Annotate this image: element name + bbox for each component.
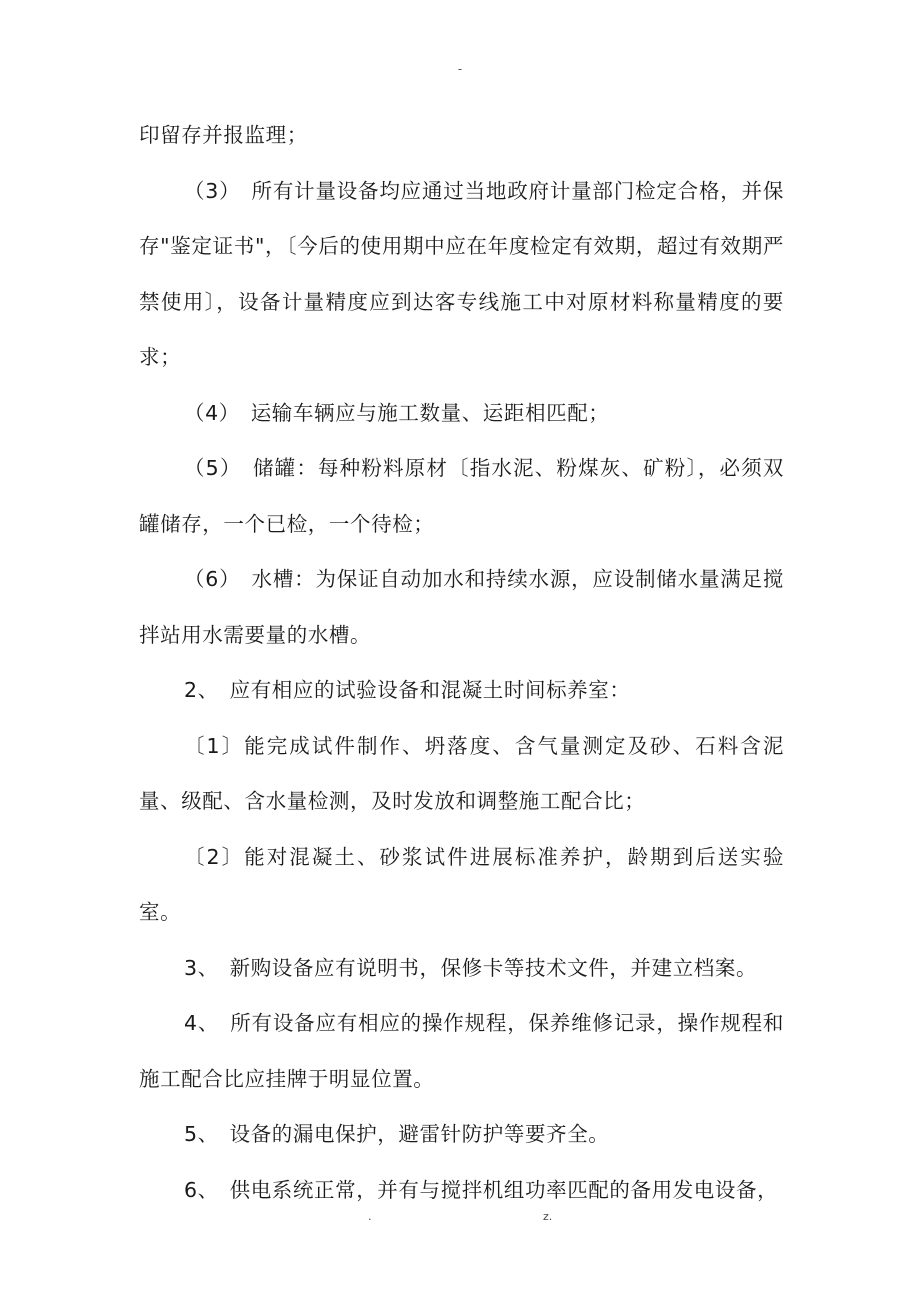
paragraph-item-5: （5） 储罐：每种粉料原材〔指水泥、粉煤灰、矿粉〕，必须双罐储存，一个已检，一个待检； xyxy=(139,456,784,536)
paragraph-section-5: 5、 设备的漏电保护，避雷针防护等要齐全。 xyxy=(184,1122,610,1146)
paragraph-item-4: （4） 运输车辆应与施工数量、运距相匹配； xyxy=(184,400,610,425)
document-body xyxy=(139,108,784,1218)
footer-left-mark: . xyxy=(368,1210,372,1223)
paragraph-subitem-2: 〔2〕能对混凝土、砂浆试件进展标准养护，龄期到后送实验室。 xyxy=(139,844,784,924)
paragraph-continuation: 印留存并报监理； xyxy=(139,123,308,147)
header-mark: - xyxy=(457,62,463,76)
paragraph-subitem-1: 〔1〕能完成试件制作、坍落度、含气量测定及砂、石料含泥量、级配、含水量检测，及时发放和调整施工配合比； xyxy=(139,733,784,813)
paragraph-item-3: （3） 所有计量设备均应通过当地政府计量部门检定合格，并保存"鉴定证书"，〔今后的使用期中应在年度检定有效期，超过有效期严禁使用〕，设备计量精度应到达客专线施工中对原材料称量精度的要求； xyxy=(139,178,784,369)
paragraph-section-2: 2、 应有相应的试验设备和混凝土时间标养室： xyxy=(184,678,631,702)
paragraph-section-3: 3、 新购设备应有说明书，保修卡等技术文件，并建立档案。 xyxy=(184,955,758,980)
paragraph-section-6: 6、 供电系统正常，并有与搅拌机组功率匹配的备用发电设备， xyxy=(184,1177,779,1202)
paragraph-item-6: （6） 水槽：为保证自动加水和持续水源，应设制储水量满足搅拌站用水需要量的水槽。 xyxy=(139,567,784,647)
footer-right-mark: z. xyxy=(543,1210,553,1223)
paragraph-section-4: 4、 所有设备应有相应的操作规程，保养维修记录，操作规程和施工配合比应挂牌于明显位置。 xyxy=(139,1011,784,1091)
